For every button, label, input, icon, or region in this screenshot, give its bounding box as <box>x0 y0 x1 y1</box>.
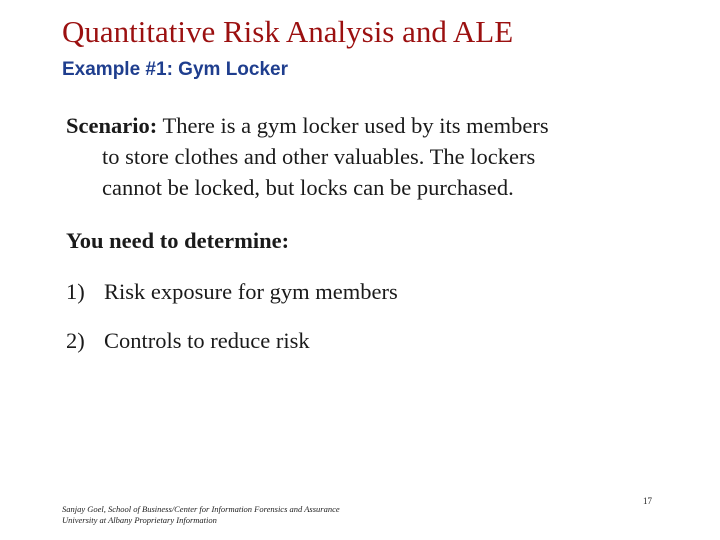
scenario-line-3: cannot be locked, but locks can be purchased. <box>102 175 514 200</box>
task-item-text: Risk exposure for gym members <box>104 279 398 304</box>
task-item-text: Controls to reduce risk <box>104 328 310 353</box>
slide-title: Quantitative Risk Analysis and ALE <box>62 14 514 49</box>
task-item-1 <box>66 277 398 307</box>
scenario-label: Scenario: <box>66 113 158 138</box>
footer-credits <box>62 504 340 526</box>
footer-line-2: University at Albany Proprietary Information <box>62 515 217 525</box>
scenario-text-1: There is a gym locker used by its members <box>162 113 549 138</box>
scenario-paragraph <box>66 110 666 203</box>
scenario-line-1 <box>66 110 666 141</box>
task-item-2 <box>66 326 310 356</box>
footer-line-1: Sanjay Goel, School of Business/Center for Information Forensics and Assurance <box>62 504 340 514</box>
slide-subtitle: Example #1: Gym Locker <box>62 59 288 80</box>
task-item-number: 1) <box>66 279 85 304</box>
page-number: 17 <box>643 496 652 506</box>
task-heading: You need to determine: <box>66 228 290 253</box>
scenario-line-2: to store clothes and other valuables. The lockers <box>102 144 536 169</box>
task-item-number: 2) <box>66 328 85 353</box>
